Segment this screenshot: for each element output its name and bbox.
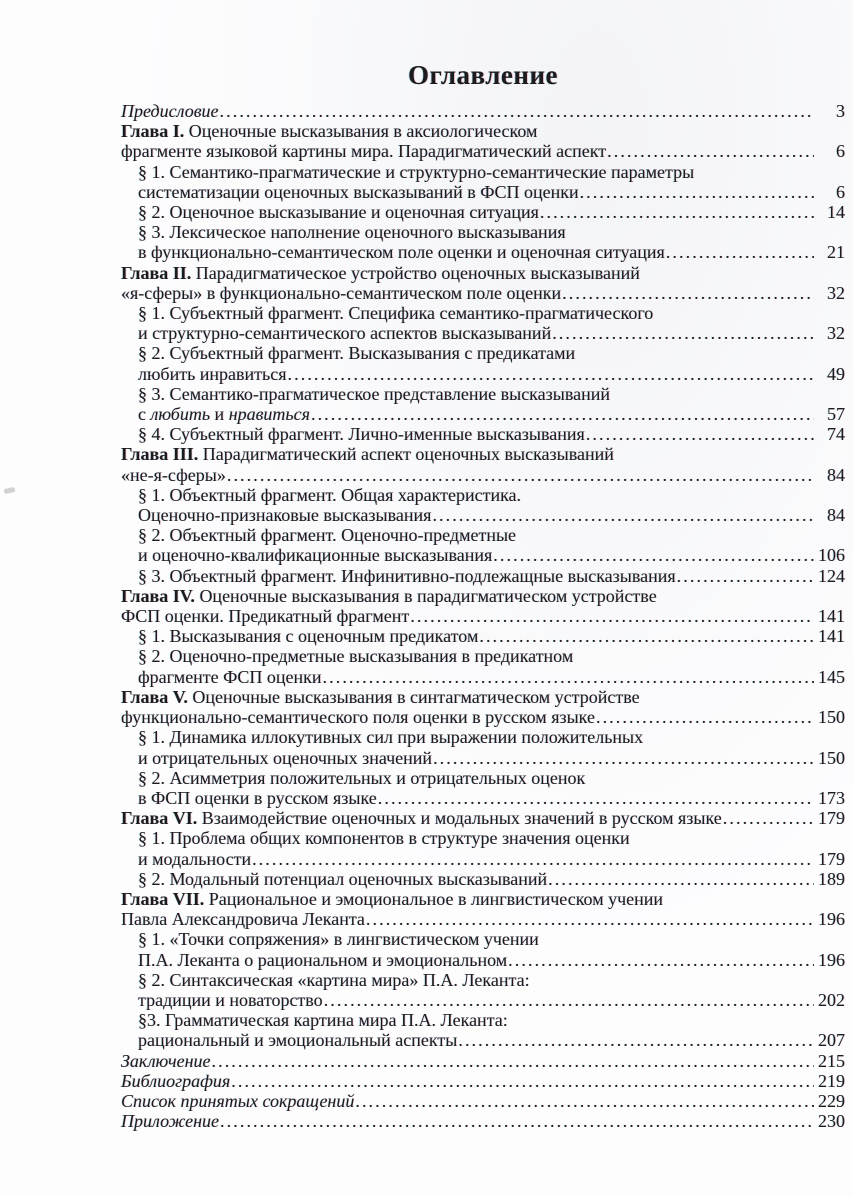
toc-entry-text: П.А. Леканта о рациональном и эмоциональном [138,949,508,970]
toc-line [121,889,845,909]
toc-entry-text: и модальности [138,848,252,869]
toc-line [121,263,845,283]
toc-line [121,606,845,626]
toc-entry-text: Список принятых сокращений [121,1090,355,1111]
toc-entry-text: Заключение [121,1050,211,1071]
page-number: 84 [827,464,845,485]
toc-line [121,727,845,747]
page-number: 179 [818,848,845,869]
dot-leader [220,101,814,121]
dot-leader [432,505,814,525]
toc-line [121,141,845,161]
toc-entry-text: § 1. Субъектный фрагмент. Специфика семантико-прагматического [138,303,654,324]
table-of-contents [121,101,845,1131]
toc-entry-text: Библиография [121,1070,231,1091]
toc-line [121,485,845,505]
toc-line [121,525,845,545]
page-number: 74 [827,424,845,445]
toc-line [121,1010,845,1030]
toc-entry-text: § 1. «Точки сопряжения» в лингвистическом учении [138,929,539,950]
page-number: 215 [818,1050,845,1071]
page-number: 150 [818,707,845,728]
toc-line [121,970,845,990]
dot-leader [378,788,814,808]
toc-entry-text: Глава V. Оценочные высказывания в синтагматическом устройстве [121,686,640,707]
toc-entry-text: Глава IV. Оценочные высказывания в парадигматическом устройстве [121,585,657,606]
toc-line [121,1071,845,1091]
dot-leader [508,950,814,970]
toc-entry-text: ФСП оценки. Предикатный фрагмент [121,606,410,627]
toc-entry-text: § 3. Объектный фрагмент. Инфинитивно-подлежащные высказывания [138,565,676,586]
toc-line [121,788,845,808]
toc-line [121,1111,845,1131]
dot-leader [355,1091,814,1111]
toc-line [121,283,845,303]
toc-line [121,364,845,384]
dot-leader [607,141,814,161]
dot-leader [666,242,814,262]
toc-entry-text: фрагменте ФСП оценки [138,666,322,687]
toc-line [121,869,845,889]
page-title: Оглавление [408,60,558,90]
toc-line [121,101,845,121]
dot-leader [493,545,814,565]
toc-entry-text: в функционально-семантическом поле оценки и оценочная ситуация [138,242,665,263]
page-number: 229 [818,1090,845,1111]
page-number: 3 [836,101,845,121]
dot-leader [552,323,814,343]
page-number: 6 [836,141,845,162]
toc-line [121,1030,845,1050]
toc-entry-text: Оценочно-признаковые высказывания [138,505,432,526]
toc-entry-text: § 2. Синтаксическая «картина мира» П.А. Леканта: [138,969,530,990]
dot-leader [227,465,814,485]
page-number: 219 [818,1070,845,1091]
page-number: 57 [827,404,845,425]
toc-entry-text: любить инравиться [138,363,287,384]
toc-entry-text: и отрицательных оценочных значений [138,747,433,768]
toc-line [121,384,845,404]
dot-leader [596,707,814,727]
toc-entry-text: и структурно-семантического аспектов высказываний [138,323,552,344]
dot-leader [410,606,814,626]
dot-leader [548,869,814,889]
toc-line [121,545,845,565]
toc-line [121,162,845,182]
toc-line [121,950,845,970]
toc-entry-text: Павла Александровича Леканта [121,909,365,930]
dot-leader [562,283,814,303]
toc-entry-text: фрагменте языковой картины мира. Парадигматический аспект [121,141,607,162]
toc-line [121,687,845,707]
toc-line [121,343,845,363]
dot-leader [231,1071,814,1091]
dot-leader [288,364,814,384]
dot-leader [252,849,814,869]
page-number: 196 [818,949,845,970]
toc-line [121,1051,845,1071]
toc-entry-text: § 2. Объектный фрагмент. Оценочно-предметные [138,525,517,546]
page-number: 6 [836,181,845,202]
toc-line [121,465,845,485]
dot-leader [323,667,814,687]
toc-entry-text: § 1. Высказывания с оценочным предикатом [138,626,479,647]
toc-line [121,626,845,646]
toc-line [121,202,845,222]
toc-line [121,909,845,929]
toc-line [121,768,845,788]
toc-entry-text: Предисловие [121,101,219,121]
toc-line [121,566,845,586]
page-number: 21 [827,242,845,263]
toc-line [121,990,845,1010]
dot-leader [723,808,814,828]
toc-line [121,424,845,444]
toc-line [121,1091,845,1111]
toc-entry-text: § 2. Оценочное высказывание и оценочная ситуация [138,202,539,223]
toc-line [121,303,845,323]
toc-entry-text: Глава VII. Рациональное и эмоциональное в лингвистическом учении [121,888,664,909]
page-number: 207 [818,1030,845,1051]
page-number: 202 [818,989,845,1010]
page-number: 141 [818,626,845,647]
toc-entry-text: традиции и новаторство [138,989,323,1010]
toc-entry-text: в ФСП оценки в русском языке [138,787,377,808]
toc-line [121,667,845,687]
toc-entry-text: Глава III. Парадигматический аспект оценочных высказываний [121,444,614,465]
toc-entry-text: § 2. Модальный потенциал оценочных высказываний [138,868,548,889]
toc-line [121,242,845,262]
toc-entry-text: рациональный и эмоциональный аспекты [138,1030,458,1051]
toc-entry-text: § 4. Субъектный фрагмент. Лично-именные высказывания [138,424,585,445]
toc-entry-text: систематизации оценочных высказываний в ФСП оценки [138,181,579,202]
toc-line [121,222,845,242]
toc-entry-text: функционально-семантического поля оценки в русском языке [121,707,595,728]
dot-leader [212,1051,815,1071]
toc-line [121,828,845,848]
toc-entry-text: «я-сферы» в функционально-семантическом поле оценки [121,282,562,303]
toc-line [121,808,845,828]
toc-line [121,748,845,768]
toc-entry-text: Глава I. Оценочные высказывания в аксиологическом [121,121,538,142]
page-number: 32 [827,323,845,344]
page-number: 179 [818,808,845,829]
page-number: 145 [818,666,845,687]
dot-leader [324,990,814,1010]
toc-entry-text: § 3. Лексическое наполнение оценочного высказывания [138,222,566,243]
dot-leader [366,909,814,929]
toc-line [121,404,845,424]
dot-leader [220,1111,814,1131]
toc-line [121,849,845,869]
toc-entry-text: §3. Грамматическая картина мира П.А. Леканта: [138,1010,508,1031]
toc-entry-text: и оценочно-квалификационные высказывания [138,545,493,566]
toc-line [121,586,845,606]
toc-entry-text: Глава VI. Взаимодействие оценочных и модальных значений в русском языке [121,808,722,829]
toc-entry-text: Глава II. Парадигматическое устройство оценочных высказываний [121,262,640,283]
page-number: 196 [818,909,845,930]
toc-line [121,929,845,949]
dot-leader [540,202,814,222]
toc-line [121,646,845,666]
dot-leader [433,748,814,768]
page-number: 230 [818,1111,845,1132]
toc-line [121,505,845,525]
page-number: 141 [818,606,845,627]
toc-entry-text: § 2. Оценочно-предметные высказывания в предикатном [138,646,574,667]
toc-line [121,121,845,141]
toc-entry-text: «не-я-сферы» [121,464,226,485]
toc-entry-text: с любить и нравиться [138,404,310,425]
page-number: 124 [818,565,845,586]
toc-line [121,444,845,464]
scan-smudge [4,487,16,494]
dot-leader [458,1030,814,1050]
toc-entry-text: § 1. Динамика иллокутивных сил при выражении положительных [138,727,644,748]
dot-leader [311,404,814,424]
toc-entry-text: § 1. Объектный фрагмент. Общая характеристика. [138,484,522,505]
dot-leader [586,424,814,444]
page-number: 32 [827,282,845,303]
page-number: 189 [818,868,845,889]
toc-entry-text: § 3. Семантико-прагматическое представление высказываний [138,383,610,404]
dot-leader [479,626,814,646]
page-number: 173 [818,787,845,808]
page-number: 106 [818,545,845,566]
toc-entry-text: § 2. Субъектный фрагмент. Высказывания с предикатами [138,343,576,364]
toc-entry-text: § 2. Асимметрия положительных и отрицательных оценок [138,767,586,788]
page-number: 150 [818,747,845,768]
page-number: 84 [827,505,845,526]
toc-line [121,182,845,202]
toc-line [121,323,845,343]
toc-entry-text: § 1. Семантико-прагматические и структурно-семантические параметры [138,161,695,182]
page-number: 14 [827,202,845,223]
dot-leader [677,566,814,586]
toc-line [121,707,845,727]
toc-entry-text: § 1. Проблема общих компонентов в структуре значения оценки [138,828,630,849]
page-number: 49 [827,363,845,384]
dot-leader [580,182,814,202]
toc-entry-text: Приложение [121,1111,220,1132]
